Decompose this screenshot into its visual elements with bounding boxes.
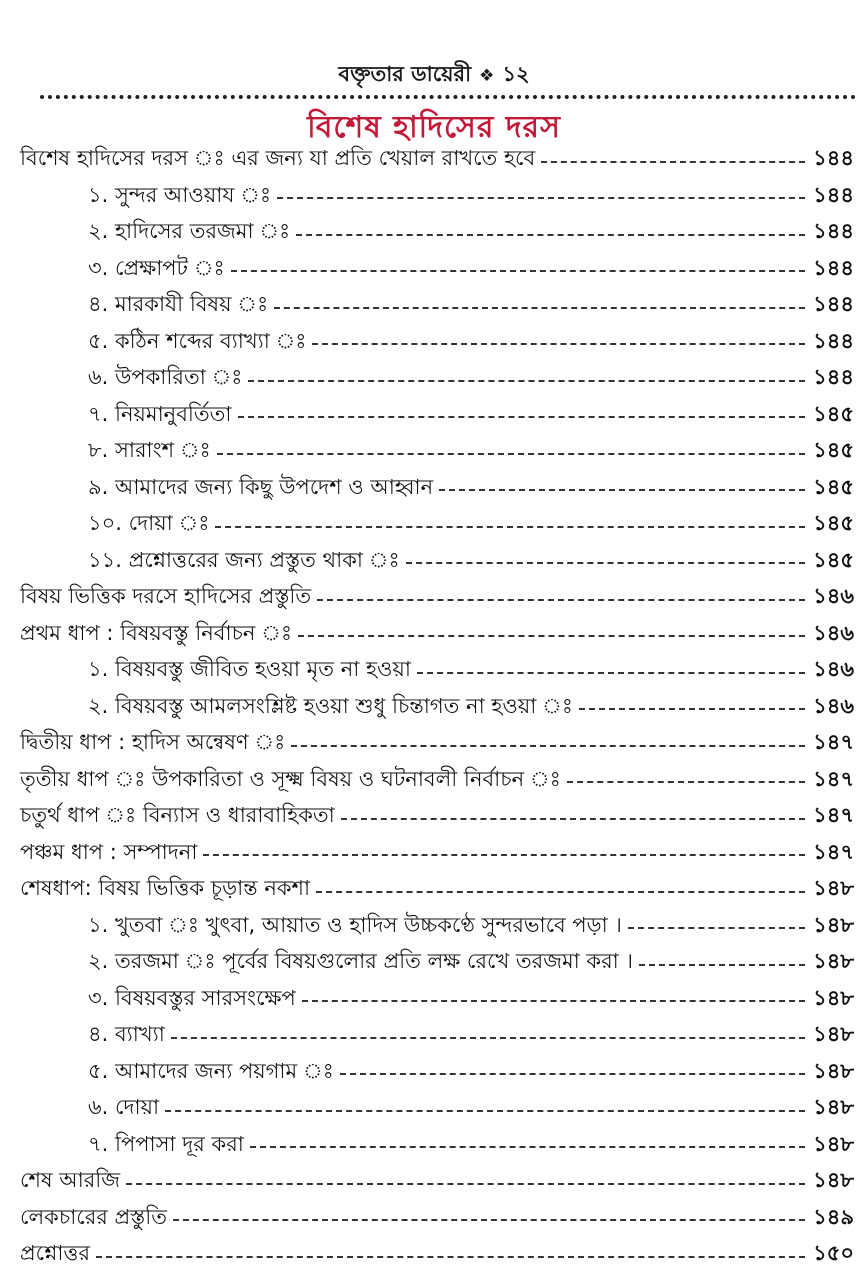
dash-leader bbox=[439, 489, 805, 491]
toc-entry[interactable] bbox=[0, 325, 868, 358]
dash-leader bbox=[316, 891, 805, 893]
toc-entry-label: ৬. দোয়া bbox=[88, 1095, 160, 1119]
toc-entry-label: ১০. দোয়া ঃ bbox=[88, 511, 210, 535]
toc-entry-page: ১৪৭ bbox=[813, 730, 854, 754]
toc-entry-label: ৭. পিপাসা দূর করা bbox=[88, 1131, 244, 1156]
toc-entry[interactable] bbox=[0, 690, 868, 723]
toc-entry[interactable] bbox=[0, 726, 868, 759]
toc-entry-label: প্রথম ধাপ : বিষয়বস্তু নির্বাচন ঃ bbox=[20, 620, 293, 645]
toc-entry[interactable] bbox=[0, 909, 868, 942]
toc-entry-label: ২. তরজমা ঃ পূর্বের বিষয়গুলোর প্রতি লক্ষ রেখে তরজমা করা । bbox=[88, 949, 633, 973]
toc-entry[interactable] bbox=[0, 1128, 868, 1161]
toc-entry[interactable] bbox=[0, 507, 868, 540]
dash-leader bbox=[248, 380, 805, 382]
toc-entry[interactable] bbox=[0, 1091, 868, 1124]
dash-leader bbox=[277, 197, 805, 199]
toc-entry[interactable] bbox=[0, 1055, 868, 1088]
running-header bbox=[0, 58, 868, 93]
toc-entry-label: ৩. প্রেক্ষাপট ঃ bbox=[88, 255, 225, 280]
dash-leader bbox=[312, 343, 805, 345]
toc-entry[interactable] bbox=[0, 617, 868, 650]
toc-entry[interactable] bbox=[0, 1018, 868, 1051]
toc-entry[interactable] bbox=[0, 945, 868, 978]
toc-entry[interactable] bbox=[0, 763, 868, 796]
toc-entry[interactable] bbox=[0, 580, 868, 613]
dash-leader bbox=[238, 416, 806, 418]
dash-leader bbox=[417, 672, 805, 674]
dash-leader bbox=[341, 818, 805, 820]
toc-entry-page: ১৪৫ bbox=[813, 511, 854, 535]
toc-entry-page: ১৪৯ bbox=[813, 1204, 854, 1229]
toc-entry-page: ১৪৮ bbox=[813, 1095, 854, 1119]
toc-entry-page: ১৪৪ bbox=[813, 182, 854, 207]
toc-entry-page: ১৪৫ bbox=[813, 474, 854, 499]
toc-entry-label: চতুর্থ ধাপ ঃ বিন্যাস ও ধারাবাহিকতা bbox=[20, 803, 335, 827]
toc-entry[interactable] bbox=[0, 252, 868, 285]
toc-entry-label: শেষ আরজি bbox=[20, 1168, 121, 1192]
toc-entry-page: ১৪৬ bbox=[813, 693, 854, 718]
toc-entry-page: ১৪৮ bbox=[813, 1168, 854, 1192]
toc-entry[interactable] bbox=[0, 179, 868, 212]
section-title: বিশেষ হাদিসের দরস bbox=[307, 110, 561, 145]
toc-entry[interactable] bbox=[0, 1201, 868, 1234]
toc-entry-page: ১৪৮ bbox=[813, 876, 854, 900]
toc-entry-page: ১৪৪ bbox=[813, 365, 854, 389]
toc-entry[interactable] bbox=[0, 653, 868, 686]
toc-entry-label: বিশেষ হাদিসের দরস ঃ এর জন্য যা প্রতি খেয়াল রাখতে হবে bbox=[20, 146, 536, 170]
toc-entry-page: ১৪৭ bbox=[813, 803, 854, 827]
toc-entry[interactable] bbox=[0, 1237, 868, 1270]
toc-entry-label: ১. খুতবা ঃ খুৎবা, আয়াত ও হাদিস উচ্চকণ্ঠে সুন্দরভাবে পড়া । bbox=[88, 912, 622, 937]
toc-entry-label: শেষধাপ: বিষয় ভিত্তিক চূড়ান্ত নকশা bbox=[20, 876, 311, 900]
toc-entry-label: ১. বিষয়বস্তু জীবিত হওয়া মৃত না হওয়া bbox=[88, 657, 411, 681]
toc-entry-page: ১৪৪ bbox=[813, 146, 854, 170]
toc-entry-page: ১৪৮ bbox=[813, 949, 854, 973]
toc-entry-label: ৫. কঠিন শব্দের ব্যাখ্যা ঃ bbox=[88, 328, 307, 353]
toc-entry-label: ৫. আমাদের জন্য পয়গাম ঃ bbox=[88, 1058, 334, 1083]
dotted-divider bbox=[40, 95, 856, 99]
toc-entry-label: ১. সুন্দর আওয়ায ঃ bbox=[88, 182, 272, 207]
dash-leader bbox=[302, 1000, 805, 1002]
toc-entry-page: ১৪৬ bbox=[813, 620, 854, 645]
toc-entry-label: ৮. সারাংশ ঃ bbox=[88, 438, 211, 462]
toc-entry-label: ৬. উপকারিতা ঃ bbox=[88, 365, 243, 389]
book-title: বক্তৃতার ডায়েরী bbox=[338, 62, 472, 86]
toc-entry-label: ৪. ব্যাখ্যা bbox=[88, 1022, 165, 1046]
dash-leader bbox=[173, 1219, 805, 1221]
toc-entry-page: ১৪৪ bbox=[813, 255, 854, 280]
toc-entry-page: ১৪৫ bbox=[813, 401, 854, 426]
toc-entry-page: ১৪৭ bbox=[813, 839, 854, 864]
toc-entry-page: ১৪৪ bbox=[813, 292, 854, 316]
toc-entry[interactable] bbox=[0, 398, 868, 431]
toc-entry-page: ১৫০ bbox=[813, 1241, 854, 1265]
toc-entry-page: ১৪৪ bbox=[813, 328, 854, 353]
toc-entry-page: ১৪৫ bbox=[813, 547, 854, 572]
dash-leader bbox=[298, 635, 805, 637]
dash-leader bbox=[406, 562, 805, 564]
toc-entry-page: ১৪৮ bbox=[813, 912, 854, 937]
toc-entry-page: ১৪৮ bbox=[813, 1058, 854, 1083]
toc-entry-label: প্রশ্নোত্তর bbox=[20, 1241, 90, 1265]
toc-entry-label: দ্বিতীয় ধাপ : হাদিস অন্বেষণ ঃ bbox=[20, 730, 286, 754]
toc-entry-page: ১৪৬ bbox=[813, 657, 854, 681]
dash-leader bbox=[340, 1073, 805, 1075]
dash-leader bbox=[291, 745, 805, 747]
toc-entry-page: ১৪৮ bbox=[813, 1131, 854, 1156]
toc-entry-label: ২. বিষয়বস্তু আমলসংশ্লিষ্ট হওয়া শুধু চিন্তাগত না হওয়া ঃ bbox=[88, 693, 573, 718]
separator-ornament: ❖ bbox=[479, 66, 495, 86]
dash-leader bbox=[296, 234, 805, 236]
dash-leader bbox=[96, 1256, 805, 1258]
toc-entry[interactable] bbox=[0, 215, 868, 248]
toc-entry[interactable] bbox=[0, 361, 868, 394]
dash-leader bbox=[217, 453, 805, 455]
dash-leader bbox=[317, 599, 805, 601]
toc-entry[interactable] bbox=[0, 1164, 868, 1197]
toc-entry[interactable] bbox=[0, 872, 868, 905]
toc-entry[interactable] bbox=[0, 544, 868, 577]
dash-leader bbox=[639, 964, 805, 966]
dash-leader bbox=[274, 307, 805, 309]
toc-entry-label: তৃতীয় ধাপ ঃ উপকারিতা ও সূক্ষ্ম বিষয় ও ঘটনাবলী নির্বাচন ঃ bbox=[20, 766, 561, 791]
toc-entry-label: ৭. নিয়মানুবর্তিতা bbox=[88, 401, 232, 426]
toc-entry-page: ১৪৮ bbox=[813, 985, 854, 1010]
toc-entry-page: ১৪৮ bbox=[813, 1022, 854, 1046]
toc-entry-page: ১৪৪ bbox=[813, 219, 854, 243]
toc-entry-label: ৯. আমাদের জন্য কিছু উপদেশ ও আহ্বান bbox=[88, 474, 434, 499]
toc-entry-page: ১৪৭ bbox=[813, 766, 854, 791]
toc-entry-label: ৪. মারকাযী বিষয় ঃ bbox=[88, 292, 269, 316]
toc-entry[interactable] bbox=[0, 288, 868, 321]
toc-entry-label: লেকচারের প্রস্তুতি bbox=[20, 1204, 168, 1229]
dash-leader bbox=[250, 1146, 805, 1148]
dash-leader bbox=[215, 526, 805, 528]
page-number: ১২ bbox=[502, 62, 530, 86]
toc-entry-label: ২. হাদিসের তরজমা ঃ bbox=[88, 219, 291, 243]
dash-leader bbox=[579, 708, 805, 710]
toc-entry[interactable] bbox=[0, 836, 868, 869]
dash-leader bbox=[171, 1037, 805, 1039]
dash-leader bbox=[203, 854, 805, 856]
toc-entry[interactable] bbox=[0, 799, 868, 832]
toc-entry-label: ৩. বিষয়বস্তুর সারসংক্ষেপ bbox=[88, 985, 296, 1010]
dash-leader bbox=[567, 781, 805, 783]
dash-leader bbox=[541, 161, 805, 163]
toc-entry-page: ১৪৬ bbox=[813, 584, 854, 608]
toc-entry[interactable] bbox=[0, 982, 868, 1015]
dash-leader bbox=[126, 1183, 805, 1185]
toc-entry[interactable] bbox=[0, 471, 868, 504]
dash-leader bbox=[628, 927, 805, 929]
toc-entry-label: পঞ্চম ধাপ : সম্পাদনা bbox=[20, 839, 198, 864]
toc-entry[interactable] bbox=[0, 142, 868, 175]
toc-entry[interactable] bbox=[0, 434, 868, 467]
dash-leader bbox=[231, 270, 805, 272]
dash-leader bbox=[165, 1110, 805, 1112]
toc-entry-label: বিষয় ভিত্তিক দরসে হাদিসের প্রস্তুতি bbox=[20, 584, 312, 608]
toc-entry-page: ১৪৫ bbox=[813, 438, 854, 462]
toc-entry-label: ১১. প্রশ্নোত্তরের জন্য প্রস্তুত থাকা ঃ bbox=[88, 547, 400, 572]
